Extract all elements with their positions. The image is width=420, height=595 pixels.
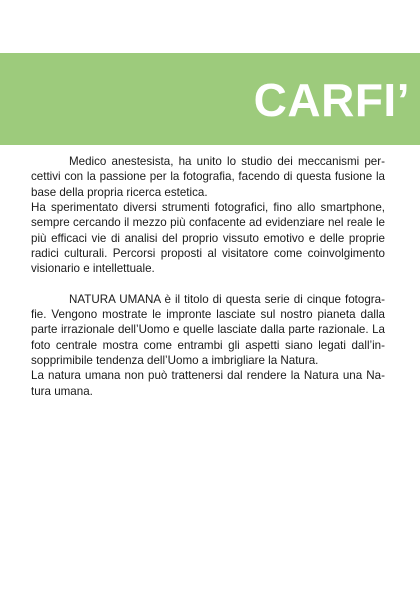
body-text [31, 154, 385, 399]
header-banner [0, 53, 420, 145]
bio-paragraph-1: Medico anestesista, ha unito lo studio dei meccanismi percettivi con la passione per la fotografia, facendo di questa fusione la base della propria ricerca estetica. [31, 155, 385, 199]
paragraph-spacer [31, 277, 385, 292]
project-paragraph-2: La natura umana non può trattenersi dal rendere la Natura una Natura umana. [31, 369, 385, 398]
page-title: CARFI’ [253, 74, 410, 126]
project-paragraph-1: NATURA UMANA è il titolo di questa serie di cinque fotografie. Vengono mostrate le impronte lasciate sul nostro pianeta dalla parte irrazionale dell’Uomo e quelle lasciate dalla parte razionale. La foto centrale mostra come entrambi gli aspetti siano legati dall’insopprimibile tendenza dell’Uomo a imbrigliare la Natura. [31, 292, 385, 368]
bio-paragraph-2: Ha sperimentato diversi strumenti fotografici, fino allo smartphone, sempre cercando il mezzo più confacente ad evidenziare nel reale le più efficaci vie di analisi del proprio vissuto emotivo e delle proprie radici culturali. Percorsi proposti al visitatore come coinvolgimento visionario e intellettuale. [31, 201, 385, 276]
